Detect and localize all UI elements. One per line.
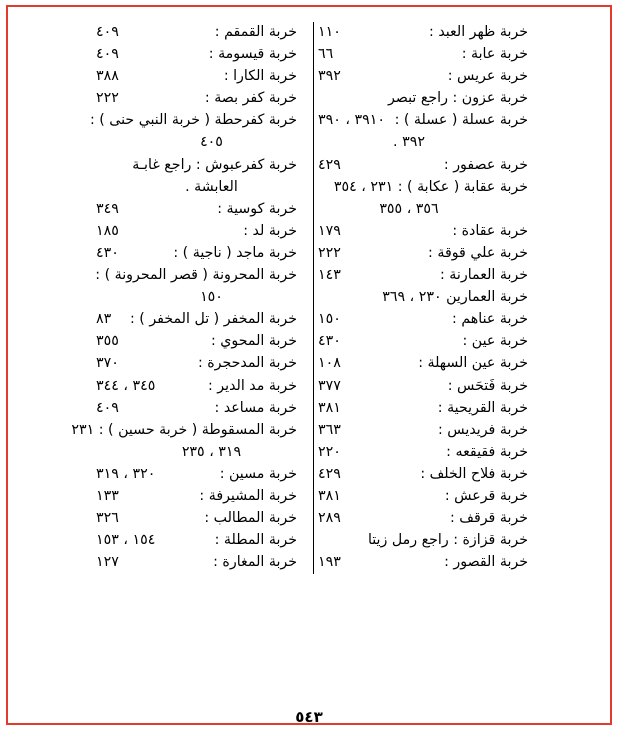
index-entry-page-numbers: ١٠٨ bbox=[318, 355, 341, 372]
index-entry bbox=[318, 155, 528, 176]
index-entry-page-numbers: ٣٨١ bbox=[318, 399, 341, 416]
index-entry-page-numbers: ١٥٤ ، ١٥٣ bbox=[96, 532, 156, 549]
index-entry-name: خربة مد الدير : bbox=[208, 377, 297, 394]
index-entry-name: خربة قرقف : bbox=[449, 510, 528, 527]
index-entry-name: خربة المخفر ( تل المخفر ) : bbox=[129, 311, 297, 328]
index-entry-name: خربة العمارين ٢٣٠ ، ٣٦٩ bbox=[382, 289, 528, 306]
index-entry bbox=[96, 331, 297, 352]
index-entry bbox=[318, 486, 528, 507]
index-entry bbox=[318, 110, 528, 131]
index-entry bbox=[96, 199, 297, 220]
index-entry-name: خربة عابة : bbox=[461, 46, 528, 63]
index-entry-name: خربة ماجد ( ناجية ) : bbox=[173, 244, 297, 261]
index-entry-name: خربة القصور : bbox=[444, 554, 528, 571]
index-entry bbox=[318, 464, 528, 485]
index-entry-name: خربة فقيقعه : bbox=[446, 443, 528, 460]
index-entry bbox=[318, 287, 528, 308]
index-entry-page-numbers: ٣٩١٠ ، ٣٩٠ bbox=[318, 112, 385, 129]
index-entry-page-numbers: ٣٧٠ bbox=[96, 355, 119, 372]
index-entry-page-numbers: ٨٣ bbox=[96, 311, 112, 328]
index-entry-continuation: ٣٥٦ ، ٣٥٥ bbox=[379, 200, 439, 217]
index-entry-name: خربة القمقم : bbox=[214, 24, 297, 40]
index-entry-name: خربة مساعد : bbox=[214, 399, 297, 416]
index-entry-page-numbers: ٢٢٠ bbox=[318, 443, 341, 460]
index-entry-page-numbers: ١٢٧ bbox=[96, 554, 119, 571]
index-entry-name: خربة لد : bbox=[243, 222, 297, 239]
index-entry-page-numbers: ١٨٥ bbox=[96, 222, 119, 239]
index-entry-name: خربة مسين : bbox=[219, 465, 297, 482]
index-entry-page-numbers: ١٣٣ bbox=[96, 487, 119, 504]
index-entry bbox=[318, 44, 528, 65]
index-entry bbox=[318, 376, 528, 397]
index-entry-page-numbers: ٣٨١ bbox=[318, 487, 341, 504]
index-entry-name: خربة عريس : bbox=[447, 68, 528, 85]
index-entry-name: خربة قيسومة : bbox=[208, 46, 297, 63]
index-entry bbox=[318, 265, 528, 286]
index-entry-page-numbers: ٢٢٢ bbox=[318, 244, 341, 261]
index-entry-name: خربة المدحجرة : bbox=[197, 355, 297, 372]
index-entry-name: خربة المشيرفة : bbox=[199, 487, 297, 504]
index-entry bbox=[318, 221, 528, 242]
index-entry-name: خربة علي قوقة : bbox=[428, 244, 528, 261]
index-entry-name: خربة المسقوطة ( خربة حسين ) : ٢٣١ bbox=[71, 421, 297, 438]
index-entry-name: خربة قزازة : راجع رمل زيتا bbox=[367, 532, 528, 549]
index-entry-page-numbers: ٣٦٣ bbox=[318, 421, 341, 438]
index-entry bbox=[89, 110, 297, 131]
index-entry-page-numbers: ٢٨٩ bbox=[318, 510, 341, 527]
index-entry bbox=[96, 464, 297, 485]
index-entry bbox=[96, 398, 297, 419]
index-entry bbox=[96, 508, 297, 529]
index-entry-name: خربة عصفور : bbox=[443, 156, 528, 173]
index-entry bbox=[318, 508, 528, 529]
index-entry-name: خربة المغارة : bbox=[213, 554, 297, 571]
index-entry-page-numbers: ٣٢٦ bbox=[96, 510, 119, 527]
index-entry bbox=[96, 22, 297, 43]
index-entry-name: خربة كوسية : bbox=[217, 200, 297, 217]
index-entry bbox=[96, 552, 297, 573]
index-entry-continuation: ٣٩٢ . bbox=[393, 134, 425, 151]
index-entry-page-numbers: ١٩٣ bbox=[318, 554, 341, 571]
index-entry-name: خربة ظهر العبد : bbox=[429, 24, 528, 40]
index-entry-page-numbers: ٣٤٥ ، ٣٤٤ bbox=[96, 377, 156, 394]
index-entry bbox=[318, 420, 528, 441]
index-entry-name: خربة فلاح الخلف : bbox=[420, 465, 528, 482]
index-entry-name: خربة كفرحطة ( خربة النبي حنى ) : bbox=[89, 112, 297, 129]
index-entry-name: خربة عين : bbox=[462, 333, 528, 350]
index-entry-page-numbers: ٤٣٠ bbox=[96, 244, 119, 261]
index-entry bbox=[96, 265, 297, 286]
index-entry-page-numbers: ١١٠ bbox=[318, 24, 341, 40]
index-entry bbox=[96, 44, 297, 65]
index-entry bbox=[318, 530, 528, 551]
index-entry-page-numbers: ٣٥٥ bbox=[96, 333, 119, 350]
index-entry bbox=[318, 353, 528, 374]
index-entry-name: خربة عسلة ( عسلة ) : bbox=[394, 112, 528, 129]
index-entry-page-numbers: ٤٢٩ bbox=[318, 156, 341, 173]
index-entry bbox=[96, 88, 297, 109]
index-entry-page-numbers: ٢٢٢ bbox=[96, 90, 119, 107]
index-entry-page-numbers: ٤٠٩ bbox=[96, 399, 119, 416]
index-entry-name: خربة عقادة : bbox=[452, 222, 528, 239]
index-entry bbox=[96, 530, 297, 551]
index-entry-name: خربة فريديس : bbox=[438, 421, 528, 438]
index-entry-page-numbers: ١٧٩ bbox=[318, 222, 341, 239]
index-entry-name: خربة عزون : راجع تبصر bbox=[387, 90, 528, 107]
index-entry-name: خربة المطلة : bbox=[214, 532, 297, 549]
index-entry bbox=[96, 243, 297, 264]
index-entry-page-numbers: ٤٠٩ bbox=[96, 24, 119, 40]
index-entry bbox=[318, 243, 528, 264]
index-entry-name: خربة العمارنة : bbox=[440, 267, 528, 284]
index-entry-name: خربة عناهم : bbox=[452, 311, 528, 328]
index-entry-page-numbers: ٣٨٨ bbox=[96, 68, 119, 85]
index-entry bbox=[318, 66, 528, 87]
index-entry-page-numbers: ٣٧٧ bbox=[318, 377, 341, 394]
index-entry bbox=[318, 177, 528, 198]
index-entry-name: خربة المحرونة ( قصر المحرونة ) : bbox=[95, 267, 297, 284]
index-entry bbox=[96, 376, 297, 397]
index-entry bbox=[96, 155, 297, 176]
index-entry-name: خربة قرعش : bbox=[444, 487, 528, 504]
index-entry-name: خربة عقابة ( عكابة ) : ٢٣١ ، ٣٥٤ bbox=[333, 178, 528, 195]
index-entry-page-numbers: ٤٣٠ bbox=[318, 333, 341, 350]
index-entry bbox=[318, 309, 528, 330]
index-entry bbox=[318, 88, 528, 109]
index-entry-name: خربة كفرعبوش : راجع غابـة bbox=[132, 156, 297, 173]
index-entry-page-numbers: ٦٦ bbox=[318, 46, 334, 63]
index-entry-page-numbers: ٤٠٩ bbox=[96, 46, 119, 63]
index-entry-name: خربة كفر بصة : bbox=[204, 90, 297, 107]
index-column-right bbox=[314, 22, 528, 574]
index-entry bbox=[318, 398, 528, 419]
index-two-column-table bbox=[22, 22, 596, 574]
index-entry bbox=[96, 66, 297, 87]
index-entry-page-numbers: ١٥٠ bbox=[318, 311, 341, 328]
index-entry-name: خربة الكارا : bbox=[223, 68, 297, 85]
index-entry-name: خربة عين السهلة : bbox=[418, 355, 528, 372]
index-entry-page-numbers: ٣٩٢ bbox=[318, 68, 341, 85]
index-entry-continuation: العابشة . bbox=[185, 178, 238, 195]
index-entry bbox=[96, 309, 297, 330]
index-entry bbox=[96, 486, 297, 507]
index-entry-page-numbers: ٤٢٩ bbox=[318, 465, 341, 482]
index-entry-name: خربة المحوي : bbox=[210, 333, 297, 350]
index-column-left bbox=[71, 22, 314, 574]
index-entry-page-numbers: ١٤٣ bbox=[318, 267, 341, 284]
index-entry-name: خربة فَتحَس : bbox=[447, 377, 528, 394]
index-entry-page-numbers: ٣٢٠ ، ٣١٩ bbox=[96, 465, 156, 482]
index-entry bbox=[96, 353, 297, 374]
index-entry-continuation: ٣١٩ ، ٢٣٥ bbox=[181, 443, 242, 460]
index-entry-name: خربة القريحية : bbox=[437, 399, 528, 416]
index-entry-continuation: ٤٠٥ bbox=[200, 134, 223, 151]
index-entry-continuation: ١٥٠ bbox=[200, 289, 223, 306]
index-entry bbox=[318, 552, 528, 573]
page-number: ٥٤٣ bbox=[295, 708, 323, 726]
index-entry bbox=[318, 331, 528, 352]
index-entry bbox=[71, 420, 297, 441]
index-entry bbox=[318, 22, 528, 43]
index-entry bbox=[96, 221, 297, 242]
index-entry-name: خربة المطالب : bbox=[204, 510, 297, 527]
index-entry bbox=[318, 442, 528, 463]
page-content bbox=[22, 22, 596, 710]
index-entry-page-numbers: ٣٤٩ bbox=[96, 200, 119, 217]
